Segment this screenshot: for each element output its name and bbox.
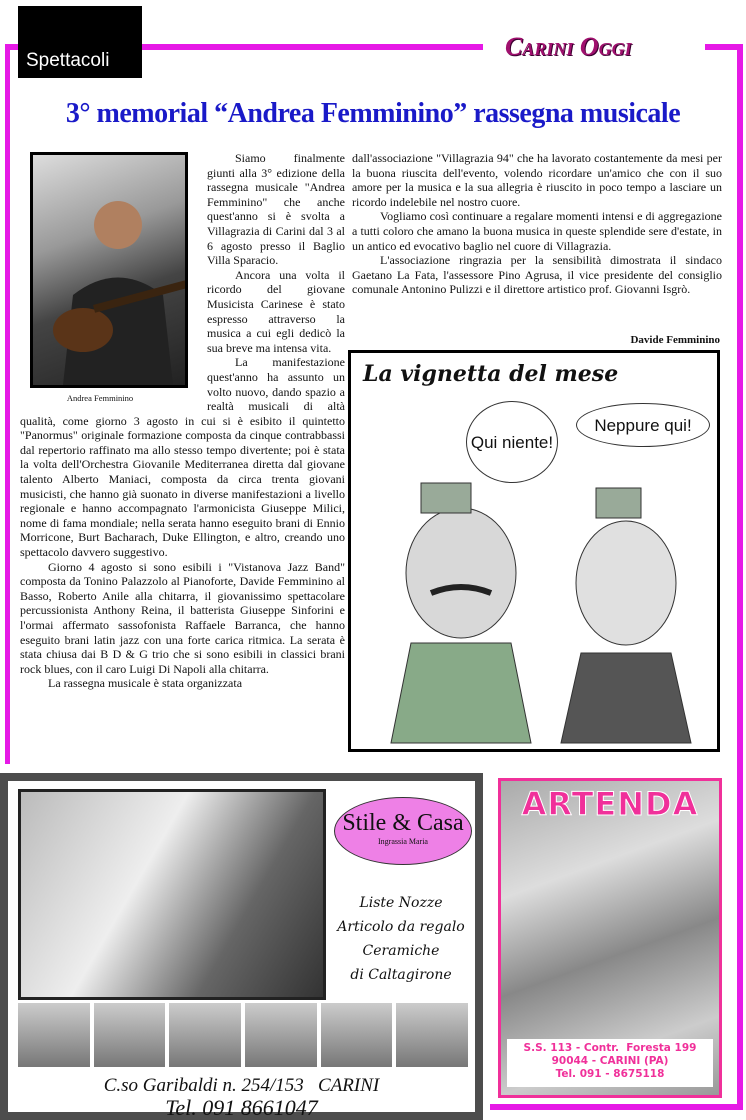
address-line: S.S. 113 - Contr. Foresta 199 xyxy=(523,1042,697,1054)
artenda-logo: ARTENDA xyxy=(521,785,699,823)
photo-caption: Andrea Femminino xyxy=(66,393,134,403)
byline: Davide Femminino xyxy=(630,334,720,346)
product-photo-strip xyxy=(18,1003,468,1067)
frame-bottom-right xyxy=(490,1104,743,1110)
address-line: 90044 - CARINI (PA) xyxy=(551,1055,669,1067)
ad-artenda xyxy=(498,778,722,1098)
stile-casa-owner: Ingrassia Maria xyxy=(378,837,428,846)
ad-stile-casa-inner xyxy=(8,781,475,1120)
product-photo xyxy=(396,1003,468,1067)
article-column-left xyxy=(20,151,345,691)
speech-bubble-right: Neppure qui! xyxy=(576,403,710,447)
photo-andrea-femminino xyxy=(30,152,188,388)
paragraph: La rassegna musicale è stata organizzata xyxy=(48,676,243,691)
masthead-logo: Carini Oggi xyxy=(505,32,632,61)
product-photo xyxy=(245,1003,317,1067)
ad-bride-photo xyxy=(18,789,326,1000)
item: Ceramiche xyxy=(362,943,440,959)
section-label: Spettacoli xyxy=(18,6,142,78)
paragraph: Siamo finalmente giunti alla 3° edizione della rassegna musicale "Andrea Femminino" che anche quest'anno si è svolta a Villagrazia di Carini dal 3 al 6 agosto presso il Baglio Villa Sparacio. xyxy=(207,151,345,268)
paragraph: dall'associazione "Villagrazia 94" che ha lavorato costantemente da mesi per la buona riuscita dell'evento, volendo ricordare un'amico che con il suo amore per la musica e la sua allegria è riuscito in poco tempo a lasciare un ricordo indelebile nel nostro cuore. xyxy=(352,151,722,209)
item: Liste Nozze xyxy=(359,895,443,911)
paragraph: La manifestazione quest'anno ha assunto un volto nuovo, dando spazio a realtà musicali di altà qualità, come giorno 3 agosto in cui si è esibito il quintetto "Panormus" originale formazione composta da cinque contrabbassi dal repertorio raffinato ma allo stesso tempo divertente; poi è stata la volta dell'Orchestra Giovanile Mediterranea diretta dal giovane talento Alberto Maniaci, composta da circa trenta giovani musicisti, che hanno già suonato in diverse manifestazioni a livello regionale e hanno accompagnato l'armonicista Giuseppe Milici, nome di fama mondiale; nella serata hanno eseguito brani di Ennio Morricone, Burt Bacharach, Duke Ellington, e altro, creando uno spettacolo davvero suggestivo. xyxy=(20,355,345,560)
headline: 3° memorial “Andrea Femminino” rassegna musicale xyxy=(65,98,681,129)
speech-bubble-left: Qui niente! xyxy=(466,401,558,483)
stile-casa-contact xyxy=(8,1075,475,1119)
stile-casa-name: Stile & Casa xyxy=(342,810,464,836)
cartoon-title: La vignetta del mese xyxy=(363,361,619,387)
stile-casa-items xyxy=(326,891,476,987)
address: C.so Garibaldi n. 254/153 CARINI xyxy=(103,1075,380,1096)
phone: Tel. 091 - 8675118 xyxy=(555,1068,665,1080)
phone: Tel. 091 8661047 xyxy=(165,1095,318,1120)
product-photo xyxy=(18,1003,90,1067)
frame-left xyxy=(5,44,10,764)
cartoon-drawing xyxy=(351,353,717,749)
product-photo xyxy=(321,1003,393,1067)
item: di Caltagirone xyxy=(350,967,452,983)
stile-casa-logo xyxy=(334,797,472,865)
cartoon-panel xyxy=(348,350,720,752)
artenda-contact xyxy=(507,1039,713,1087)
paragraph: Ancora una volta il ricordo del giovane Musicista Carinese è stato espresso attraverso la musica a cui egli dedicò la sua breve ma intensa vita. xyxy=(207,267,345,355)
paragraph: Vogliamo così continuare a regalare momenti intensi e di aggregazione a tutti coloro che amano la buona musica in queste splendide sere d'estate, in un antico ed evocativo baglio nel cuore di Villagrazia. xyxy=(352,209,722,253)
photo-figure xyxy=(30,152,195,406)
article-column-right xyxy=(352,151,722,297)
frame-right xyxy=(737,44,743,1110)
item: Articolo da regalo xyxy=(337,919,465,935)
product-photo xyxy=(94,1003,166,1067)
ad-stile-casa xyxy=(0,773,483,1120)
guitarist-image xyxy=(33,155,185,385)
paragraph: Giorno 4 agosto si sono esibili i "Vistanova Jazz Band" composta da Tonino Palazzolo al Pianoforte, Davide Femminino al Basso, Roberto Anile alla chitarra, il giovanissimo spettacolare percussionista Anthony Reina, il batterista Giuseppe Sinforini e l'ormai affermato sassofonista Raffaele Barranca, che hanno eseguito brani latin jazz con una forte carica ritmica. La serata è stata chiusa dai B D & G trio che si sono esibili in classici brani rock blues, con il caro Luigi Di Napoli alla chitarra. xyxy=(20,559,345,676)
paragraph: L'associazione ringrazia per la sensibilità dimostrata il sindaco Gaetano La Fata, l'assessore Pino Agrusa, il vice presidente del consiglio comunale Antonino Pulizzi e il direttore artistico prof. Giovanni Isgrò. xyxy=(352,253,722,297)
product-photo xyxy=(169,1003,241,1067)
